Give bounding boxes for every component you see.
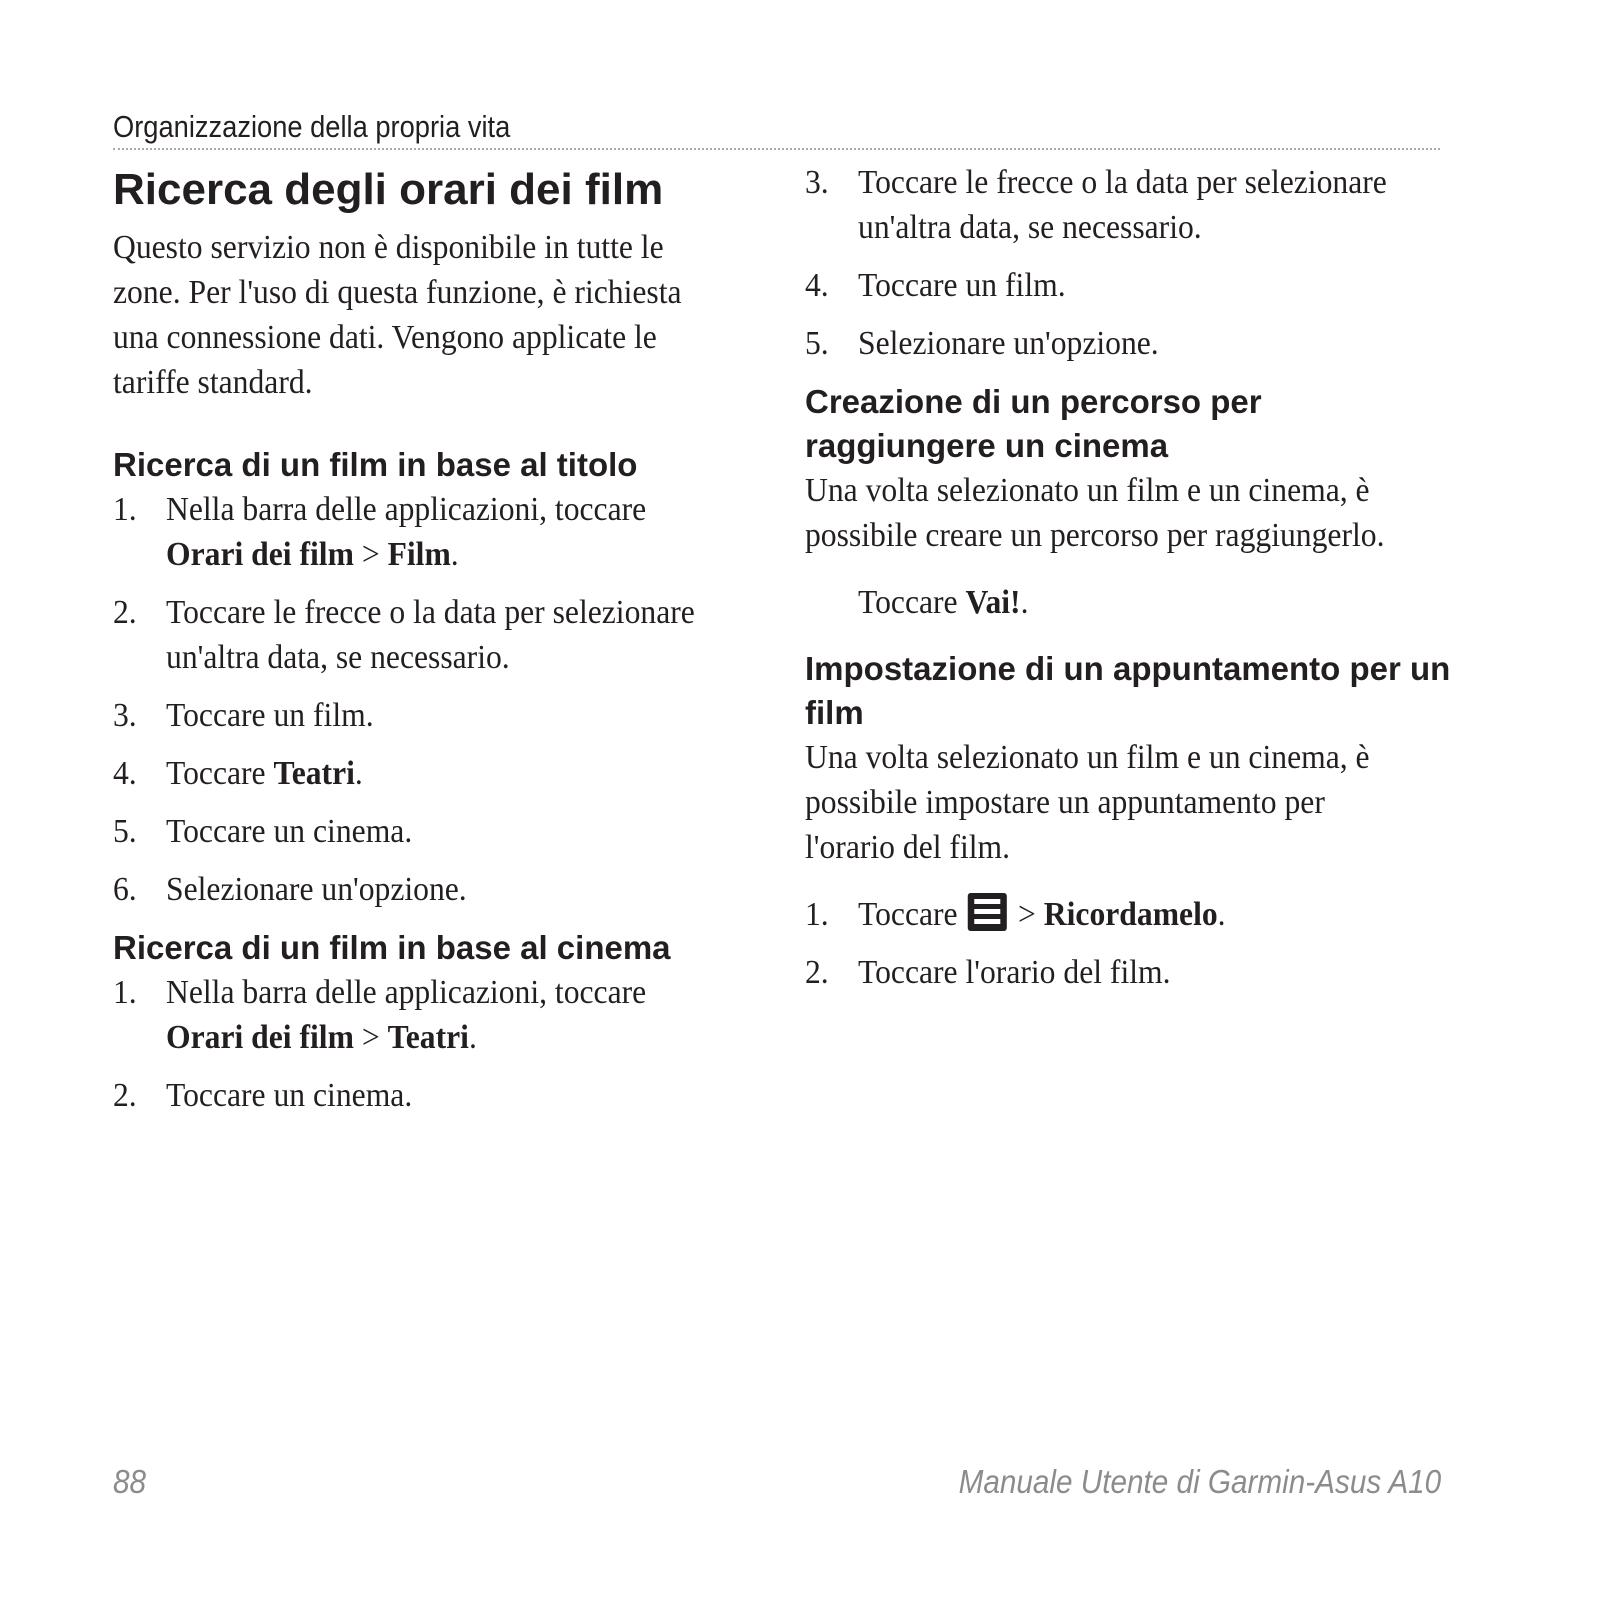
steps-by-title	[113, 487, 708, 912]
heading-search-by-cinema: Ricerca di un film in base al cinema	[113, 929, 671, 966]
ui-label: Ricordamelo	[1043, 896, 1218, 933]
step-number: 6.	[113, 871, 137, 908]
list-item	[113, 1073, 708, 1118]
step-text: Toccare un film.	[166, 697, 374, 734]
list-item	[113, 809, 708, 854]
step-number: 1.	[805, 896, 829, 933]
steps-by-cinema-block	[113, 970, 708, 1118]
list-item	[113, 970, 708, 1060]
list-item	[113, 487, 708, 577]
step-text: Nella barra delle applicazioni, toccare Orari dei film > Teatri.	[166, 974, 647, 1056]
step-number: 5.	[805, 325, 829, 362]
step-text: Toccare le frecce o la data per selezionare un'altra data, se necessario.	[166, 594, 695, 676]
left-column	[113, 160, 753, 1131]
page-title: Ricerca degli orari dei film	[113, 165, 664, 214]
page-number: 88	[113, 1463, 147, 1500]
list-item	[113, 693, 708, 738]
step-text: Toccare un film.	[858, 267, 1066, 304]
route-paragraph: Una volta selezionato un film e un cinema, è possibile creare un percorso per raggiungerlo.	[805, 472, 1385, 554]
step-text: Toccare > Ricordamelo.	[858, 892, 1409, 937]
heading-route-to-cinema: Creazione di un percorso per raggiungere un cinema	[805, 383, 1262, 464]
continued-steps-block	[805, 160, 1410, 366]
step-text: Toccare l'orario del film.	[858, 954, 1171, 991]
list-item	[113, 751, 708, 796]
intro-text-block	[113, 225, 708, 405]
section-title: Organizzazione della propria vita	[113, 109, 511, 144]
reminder-steps	[805, 892, 1410, 995]
reminder-text-block	[805, 735, 1410, 995]
step-number: 2.	[113, 1077, 137, 1114]
heading-movie-reminder: Impostazione di un appuntamento per un film	[805, 650, 1451, 731]
step-number: 1.	[113, 491, 137, 528]
ui-label: Teatri	[273, 755, 355, 792]
step-number: 1.	[113, 974, 137, 1011]
intro-paragraph: Questo servizio non è disponibile in tutte le zone. Per l'uso di questa funzione, è richiesta una connessione dati. Vengono applicate le tariffe standard.	[113, 229, 682, 401]
list-item	[805, 160, 1410, 250]
list-item	[113, 867, 708, 912]
step-text: Toccare un cinema.	[166, 1077, 413, 1114]
steps-by-cinema	[113, 970, 708, 1118]
step-number: 2.	[805, 954, 829, 991]
step-number: 4.	[113, 755, 137, 792]
step-number: 2.	[113, 594, 137, 631]
ui-label: Orari dei film	[166, 536, 354, 573]
step-number: 3.	[805, 164, 829, 201]
ui-label: Orari dei film	[166, 1019, 354, 1056]
list-item	[805, 950, 1410, 995]
step-text: Toccare un cinema.	[166, 813, 413, 850]
steps-by-title-block	[113, 487, 708, 912]
menu-icon	[967, 893, 1006, 931]
step-text: Selezionare un'opzione.	[858, 325, 1159, 362]
step-number: 5.	[113, 813, 137, 850]
ui-label: Film	[387, 536, 451, 573]
continued-steps	[805, 160, 1410, 366]
list-item	[805, 321, 1410, 366]
list-item	[805, 263, 1410, 308]
step-text: Selezionare un'opzione.	[166, 871, 467, 908]
step-text: Nella barra delle applicazioni, toccare Orari dei film > Film.	[166, 491, 647, 573]
list-item	[113, 590, 708, 680]
right-column	[805, 160, 1455, 1008]
step-number: 3.	[113, 697, 137, 734]
list-item	[805, 892, 1410, 937]
step-text: Toccare Teatri.	[166, 755, 363, 792]
heading-search-by-title: Ricerca di un film in base al titolo	[113, 446, 638, 483]
manual-title: Manuale Utente di Garmin-Asus A10	[958, 1463, 1441, 1500]
running-header	[113, 106, 1440, 150]
route-step: Toccare Vai!.	[858, 584, 1029, 621]
reminder-paragraph: Una volta selezionato un film e un cinema, è possibile impostare un appuntamento per l'orario del film.	[805, 739, 1370, 866]
step-text: Toccare le frecce o la data per selezionare un'altra data, se necessario.	[858, 164, 1387, 246]
ui-label: Vai!	[965, 584, 1021, 621]
step-number: 4.	[805, 267, 829, 304]
ui-label: Teatri	[387, 1019, 469, 1056]
route-text-block	[805, 468, 1410, 625]
